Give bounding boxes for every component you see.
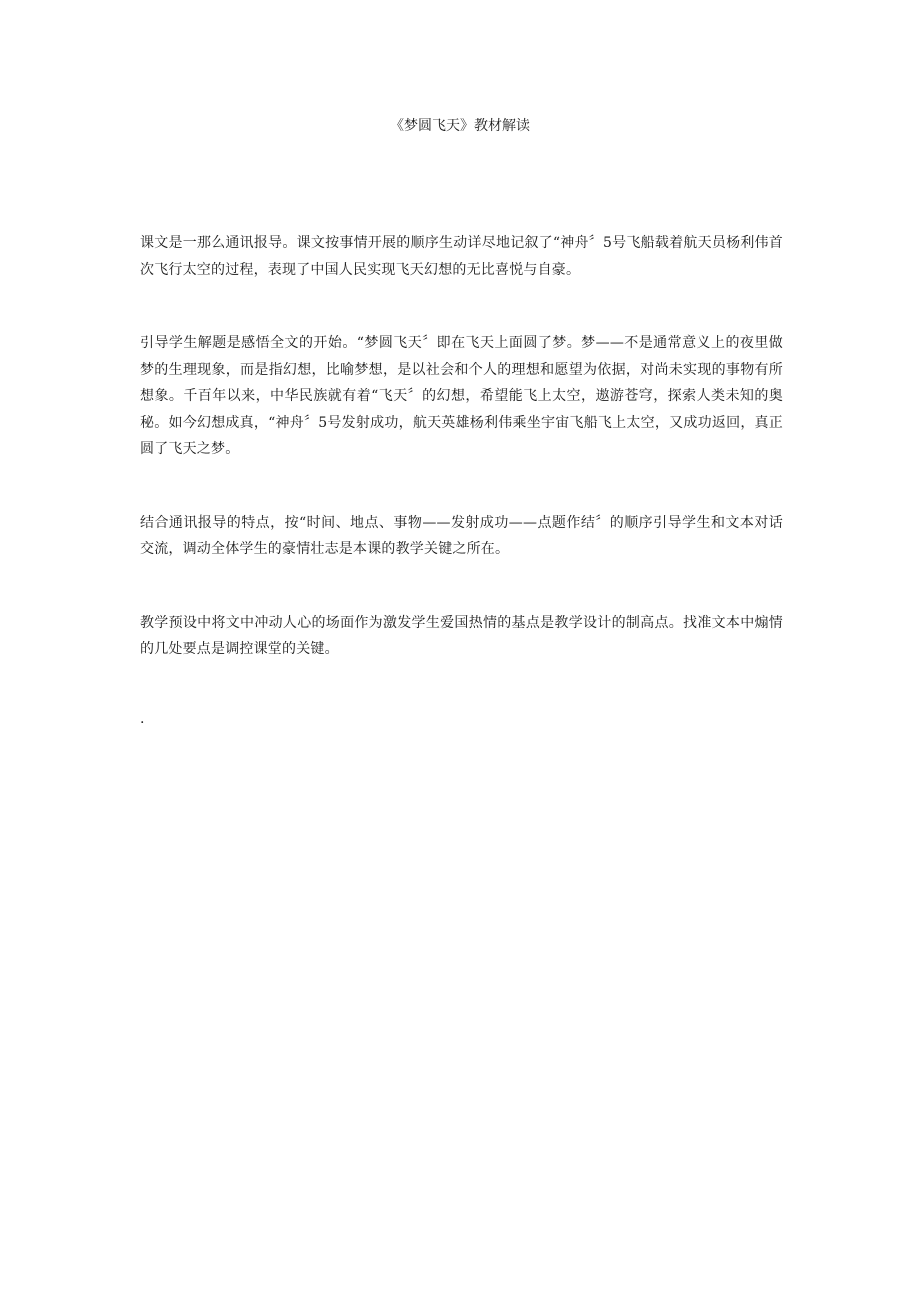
paragraph-intro: 课文是一那么通讯报导。课文按事情开展的顺序生动详尽地记叙了“神舟〞5号飞船载着航天员杨利伟首次飞行太空的过程，表现了中国人民实现飞天幻想的无比喜悦与自豪。	[140, 235, 783, 278]
paragraph-teaching-design: 教学预设中将文中冲动人心的场面作为激发学生爱国热情的基点是教学设计的制高点。找准文本中煽情的几处要点是调控课堂的关键。	[140, 614, 783, 657]
document-title: 《梦圆飞天》教材解读	[390, 118, 530, 134]
end-mark: .	[140, 710, 145, 727]
paragraph-title-analysis: 引导学生解题是感悟全文的开始。“梦圆飞天〞即在飞天上面圆了梦。梦——不是通常意义上的夜里做梦的生理现象，而是指幻想，比喻梦想，是以社会和个人的理想和愿望为依据，对尚未实现的事物有所想象。千百年以来，中华民族就有着“飞天〞的幻想，希望能飞上太空，遨游苍穹，探索人类未知的奥秘。如今幻想成真，“神舟〞5号发射成功，航天英雄杨利伟乘坐宇宙飞船飞上太空，又成功返回，真正圆了飞天之梦。	[140, 335, 783, 457]
paragraph-teaching-order: 结合通讯报导的特点，按“时间、地点、事物——发射成功——点题作结〞的顺序引导学生和文本对话交流，调动全体学生的豪情壮志是本课的教学关键之所在。	[140, 514, 783, 557]
document-body	[140, 230, 783, 729]
